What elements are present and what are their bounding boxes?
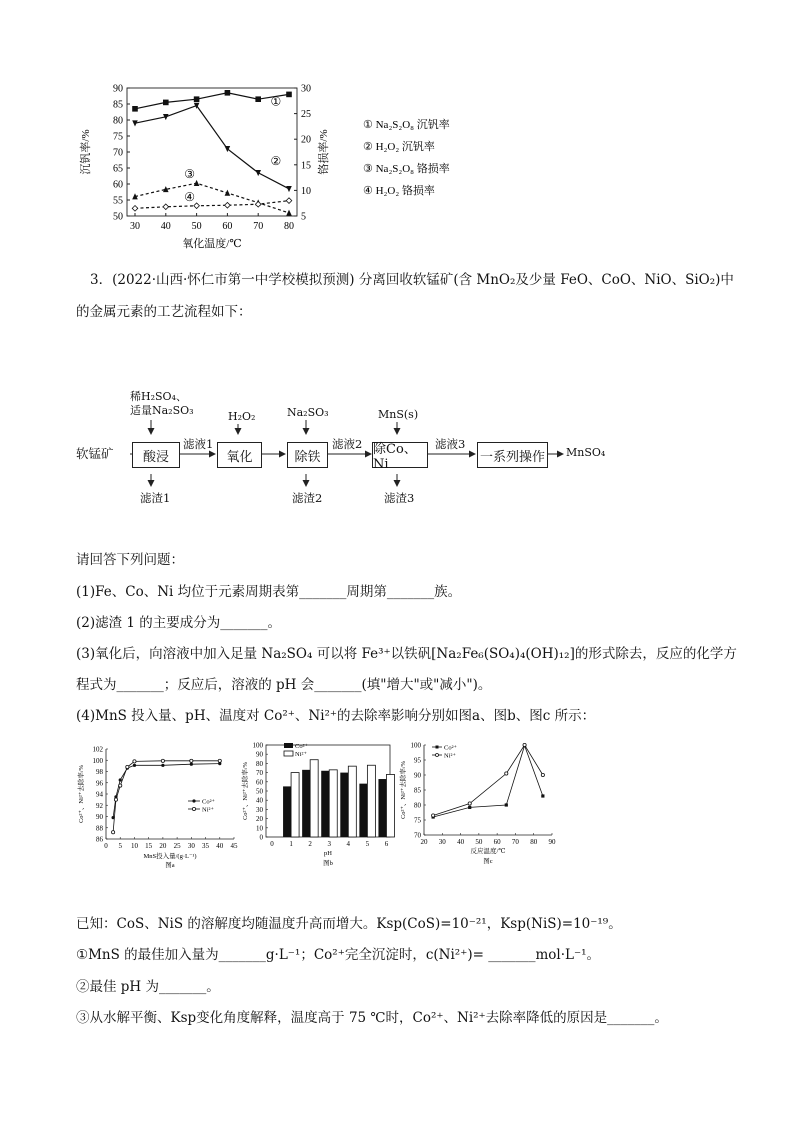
flow-reagent-acid — [130, 390, 194, 418]
fig1-right-tick-label: 15 — [301, 160, 311, 172]
question-4: (4)MnS 投入量、pH、温度对 Co²⁺、Ni²⁺的去除率影响分别如图a、图b、图c 所示： — [76, 708, 596, 724]
chart-a-x-tick-label: 10 — [130, 842, 138, 850]
chart-c-series-2-point — [505, 772, 508, 775]
chart-a-y-tick-label: 90 — [96, 813, 103, 821]
fig1-series-line-4 — [135, 201, 289, 209]
chart-a-x-tick-label: 15 — [145, 842, 153, 850]
chart-c-legend-marker-ni — [436, 754, 439, 757]
chart-c-y-tick-label: 85 — [414, 786, 421, 795]
flow-step-co-ni-removal: 除Co、Ni — [372, 442, 428, 468]
flow-reagent-acid-line2: 适量Na₂SO₃ — [130, 404, 194, 417]
fig1-legend-item-4: ④ H₂O₂ 铬损率 — [363, 185, 435, 197]
flow-reagent-h2o2: H₂O₂ — [228, 410, 256, 423]
chart-a-series-line-2 — [113, 761, 220, 832]
chart-a-x-tick-label: 25 — [173, 842, 181, 850]
chart-c-series-2-point — [541, 773, 544, 776]
flow-output-mnso4: MnSO₄ — [566, 446, 606, 459]
chart-b-x-tick-label: 0 — [270, 840, 274, 848]
chart-c-series-2-point — [468, 802, 471, 805]
chart-a-y-tick-label: 98 — [96, 768, 103, 776]
fig1-left-tick-label: 75 — [113, 131, 123, 143]
chart-b-bar-co — [283, 786, 291, 837]
chart-a-series-2-point — [114, 798, 117, 801]
fig1-series-4-point — [163, 204, 169, 210]
chart-a-series-2-point — [119, 784, 122, 787]
flow-filtrate-3: 滤液3 — [435, 437, 466, 451]
chart-c-x-tick-label: 30 — [438, 838, 446, 846]
chart-b-ph — [236, 735, 396, 875]
chart-b-y-tick-label: 100 — [252, 741, 263, 750]
chart-a-series-2-point — [112, 831, 115, 834]
chart-c-series-2-point — [432, 814, 435, 817]
chart-b-x-tick-label: 2 — [308, 840, 312, 848]
chart-b-caption: 图b — [323, 860, 333, 867]
chart-b-x-tick-label: 6 — [384, 840, 389, 848]
chart-b-legend-co: Co²⁺ — [295, 743, 308, 750]
fig1-x-tick-label: 50 — [191, 221, 202, 232]
chart-c-series-2-point — [523, 743, 526, 746]
fig1-series-line-3 — [135, 183, 289, 213]
chart-a-x-tick-label: 20 — [159, 842, 167, 850]
chart-c-temperature — [396, 735, 561, 875]
chart-a-y-tick-label: 86 — [96, 835, 103, 844]
chart-b-x-tick-label: 1 — [289, 840, 293, 848]
chart-b-bar-co — [378, 779, 386, 837]
chart-c-x-tick-label: 20 — [420, 838, 428, 846]
fig1-left-tick-label: 60 — [113, 179, 123, 191]
fig1-series-2-point — [132, 120, 138, 126]
chart-c-x-tick-label: 80 — [530, 838, 538, 846]
known-conditions: 已知：CoS、NiS 的溶解度均随温度升高而增大。Ksp(CoS)=10⁻²¹，Ksp(NiS)=10⁻¹⁹。 — [76, 916, 622, 932]
chart-a-y-tick-label: 92 — [96, 801, 103, 810]
fig1-legend-item-2: ② H₂O₂ 沉钒率 — [363, 141, 435, 153]
chart-b-y-tick-label: 10 — [256, 824, 263, 833]
fig1-right-tick-label: 30 — [301, 83, 311, 95]
chart-c-y-tick-label: 80 — [414, 801, 421, 810]
chart-a-caption: 图a — [165, 862, 175, 869]
chart-b-y-label: Co²⁺、Ni²⁺去除率/% — [242, 761, 249, 821]
chart-b-bar-ni — [386, 774, 394, 837]
chart-b-bar-ni — [329, 770, 337, 837]
chart-c-y-tick-label: 95 — [414, 756, 421, 765]
chart-b-x-label: pH — [324, 850, 332, 857]
chart-b-y-tick-label: 40 — [256, 796, 263, 805]
flow-filtrate-2: 滤液2 — [332, 437, 363, 451]
fig1-right-tick-label: 5 — [301, 211, 306, 223]
fig1-right-tick-label: 10 — [301, 185, 311, 197]
fig1-left-tick-label: 85 — [113, 99, 123, 111]
sub-question-1: ①MnS 的最佳加入量为_______g·L⁻¹；Co²⁺完全沉淀时，c(Ni²⁺)= _______mol·L⁻¹。 — [76, 947, 600, 963]
chart-b-bar-co — [359, 784, 367, 837]
fig1-x-tick-label: 70 — [253, 221, 264, 232]
fig1-series-4-point — [255, 201, 261, 207]
chart-b-y-tick-label: 70 — [256, 769, 263, 778]
fig1-series-2-point — [225, 146, 231, 152]
figure-oxidation-temperature — [70, 78, 470, 258]
fig1-x-tick-label: 80 — [284, 221, 294, 232]
question-3-line2: 程式为_______；反应后，溶液的 pH 会_______(填"增大"或"减小")。 — [76, 677, 492, 693]
questions-prompt: 请回答下列问题： — [76, 552, 184, 568]
flow-residue-3: 滤渣3 — [384, 491, 415, 505]
chart-a-y-tick-label: 100 — [92, 756, 103, 765]
chart-b-legend-swatch-ni — [284, 751, 293, 756]
flow-input-ore: 软锰矿 — [76, 446, 114, 461]
chart-b-x-tick-label: 3 — [327, 840, 331, 848]
fig1-right-tick-label: 25 — [301, 109, 311, 121]
fig1-series-3-point — [225, 190, 231, 196]
chart-c-series-1-point — [468, 806, 471, 809]
fig1-series-1-point — [132, 106, 138, 112]
chart-a-x-tick-label: 40 — [216, 842, 224, 850]
fig1-left-tick-label: 55 — [113, 195, 123, 207]
chart-a-legend-marker-co — [192, 799, 195, 802]
flow-residue-2: 滤渣2 — [292, 491, 323, 505]
chart-a-y-tick-label: 102 — [92, 745, 103, 754]
chart-b-y-tick-label: 50 — [256, 787, 263, 796]
chart-c-x-tick-label: 40 — [457, 838, 465, 846]
chart-a-series-2-point — [161, 759, 164, 762]
chart-c-x-tick-label: 50 — [475, 838, 483, 846]
fig1-right-axis-label: 铬损率/% — [318, 129, 330, 175]
flow-residue-1: 滤渣1 — [140, 491, 171, 505]
chart-a-legend-marker-ni — [192, 807, 195, 810]
fig1-legend-item-1: ① Na₂S₂O₈ 沉钒率 — [363, 119, 450, 131]
chart-a-series-2-point — [126, 765, 129, 768]
chart-a-y-tick-label: 88 — [96, 824, 103, 833]
chart-b-x-tick-label: 4 — [346, 840, 351, 848]
chart-b-y-tick-label: 90 — [256, 750, 263, 759]
flow-step-acid-leach: 酸浸 — [132, 442, 180, 468]
chart-b-bar-co — [340, 773, 348, 837]
fig1-left-tick-label: 80 — [113, 115, 123, 127]
flow-reagent-mns: MnS(s) — [378, 408, 419, 421]
chart-a-x-tick-label: 45 — [230, 842, 238, 850]
chart-c-y-tick-label: 70 — [414, 831, 421, 840]
chart-c-x-label: 反应温度/℃ — [470, 848, 506, 855]
chart-a-x-tick-label: 5 — [118, 842, 122, 850]
sub-question-3: ③从水解平衡、Ksp变化角度解释，温度高于 75 ℃时，Co²⁺、Ni²⁺去除率降低的原因是_______。 — [76, 1010, 668, 1026]
chart-b-bar-ni — [310, 760, 318, 837]
chart-a-series-1-point — [133, 764, 136, 767]
fig1-series-line-2 — [135, 106, 289, 189]
question-3-intro-line2: 的金属元素的工艺流程如下： — [76, 304, 252, 320]
sub-question-2: ②最佳 pH 为_______。 — [76, 979, 220, 995]
chart-a-legend-ni: Ni²⁺ — [202, 806, 214, 814]
question-3-intro-line1: 3．(2022·山西·怀仁市第一中学校模拟预测) 分离回收软锰矿(含 MnO₂及少量 FeO、CoO、NiO、SiO₂)中 — [90, 272, 734, 288]
chart-b-y-tick-label: 20 — [256, 815, 263, 824]
chart-c-legend-marker-co — [436, 746, 439, 749]
chart-b-x-tick-label: 5 — [365, 840, 370, 848]
fig1-series-4-point — [286, 198, 292, 204]
chart-a-y-tick-label: 96 — [96, 779, 103, 788]
chart-a-series-2-point — [133, 760, 136, 763]
chart-a-mns-dosage — [70, 735, 240, 875]
chart-a-series-1-point — [190, 763, 193, 766]
chart-a-series-2-point — [218, 759, 221, 762]
flow-reagent-acid-line1: 稀H₂SO₄、 — [130, 390, 187, 403]
chart-b-bar-co — [321, 771, 329, 837]
question-1: (1)Fe、Co、Ni 均位于元素周期表第_______周期第_______族。 — [76, 584, 462, 600]
chart-b-y-tick-label: 60 — [256, 778, 263, 787]
fig1-x-tick-label: 60 — [222, 221, 233, 232]
chart-c-y-tick-label: 100 — [410, 741, 421, 750]
fig1-curve-marker-1: ① — [270, 94, 282, 109]
chart-a-x-label: MnS投入量/(g·L⁻¹) — [143, 853, 197, 860]
chart-b-legend-ni: Ni²⁺ — [295, 751, 307, 758]
fig1-series-3-point — [286, 210, 292, 216]
chart-c-caption: 图c — [483, 858, 493, 865]
chart-c-y-label: Co²⁺、Ni²⁺去除率/% — [400, 760, 407, 820]
fig1-x-tick-label: 40 — [160, 221, 171, 232]
chart-b-bar-ni — [291, 773, 299, 837]
fig1-x-tick-label: 30 — [130, 221, 140, 232]
fig1-legend-item-3: ③ Na₂S₂O₈ 铬损率 — [363, 163, 450, 175]
fig1-curve-marker-4: ④ — [184, 190, 196, 205]
flow-step-series-operations: 一系列操作 — [477, 442, 548, 468]
chart-a-series-1-point — [161, 764, 164, 767]
chart-c-series-1-point — [541, 794, 544, 797]
question-2: (2)滤渣 1 的主要成分为_______。 — [76, 615, 282, 631]
chart-b-legend-swatch-co — [284, 743, 293, 748]
chart-a-x-tick-label: 0 — [104, 842, 108, 850]
fig1-curve-marker-2: ② — [270, 153, 282, 168]
fig1-series-line-1 — [135, 93, 289, 109]
fig1-right-tick-label: 20 — [301, 134, 311, 146]
chart-a-x-tick-label: 35 — [202, 842, 210, 850]
fig1-series-1-point — [163, 100, 169, 106]
chart-b-y-tick-label: 80 — [256, 759, 263, 768]
chart-a-x-tick-label: 30 — [187, 842, 195, 850]
chart-c-x-tick-label: 70 — [511, 838, 519, 846]
fig1-series-2-point — [286, 186, 292, 192]
chart-a-y-label: Co²⁺、Ni²⁺去除率/% — [78, 764, 85, 824]
chart-a-y-tick-label: 94 — [96, 790, 103, 799]
fig1-left-tick-label: 50 — [113, 211, 123, 223]
chart-c-y-tick-label: 90 — [414, 771, 421, 780]
flow-step-oxidation: 氧化 — [217, 442, 262, 468]
fig1-x-axis-label: 氧化温度/℃ — [182, 238, 242, 250]
chart-c-x-tick-label: 90 — [548, 838, 556, 846]
fig1-curve-marker-3: ③ — [184, 167, 196, 182]
fig1-left-axis-label: 沉钒率/% — [80, 129, 92, 175]
fig1-series-1-point — [225, 90, 231, 96]
fig1-left-tick-label: 90 — [113, 83, 123, 95]
fig1-left-tick-label: 70 — [113, 147, 123, 159]
chart-b-bar-ni — [348, 766, 356, 837]
flow-filtrate-1: 滤液1 — [183, 437, 214, 451]
fig1-series-2-point — [255, 170, 261, 176]
chart-a-series-2-point — [190, 759, 193, 762]
chart-a-legend-co: Co²⁺ — [202, 798, 215, 806]
chart-b-y-tick-label: 30 — [256, 805, 263, 814]
chart-c-y-tick-label: 75 — [414, 816, 421, 825]
chart-b-bar-ni — [367, 765, 375, 837]
chart-c-series-1-point — [505, 803, 508, 806]
flow-reagent-na2so3: Na₂SO₃ — [287, 406, 329, 419]
flow-step-iron-removal: 除铁 — [287, 442, 328, 468]
process-flowchart — [70, 390, 630, 510]
fig1-series-4-point — [225, 202, 231, 208]
chart-b-bar-co — [302, 770, 310, 837]
fig1-series-1-point — [194, 96, 200, 102]
chart-c-legend-co: Co²⁺ — [444, 744, 457, 752]
chart-c-legend-ni: Ni²⁺ — [444, 752, 456, 760]
fig1-series-1-point — [286, 92, 292, 98]
fig1-series-4-point — [132, 206, 138, 212]
fig1-series-1-point — [255, 96, 261, 102]
chart-a-series-1-point — [119, 778, 122, 781]
chart-c-x-tick-label: 60 — [493, 838, 501, 846]
chart-b-y-tick-label: 0 — [259, 833, 263, 842]
fig1-left-tick-label: 65 — [113, 163, 123, 175]
question-3-line1: (3)氧化后，向溶液中加入足量 Na₂SO₄ 可以将 Fe³⁺以铁矾[Na₂Fe₆(SO₄)₄(OH)₁₂]的形式除去，反应的化学方 — [76, 646, 737, 662]
